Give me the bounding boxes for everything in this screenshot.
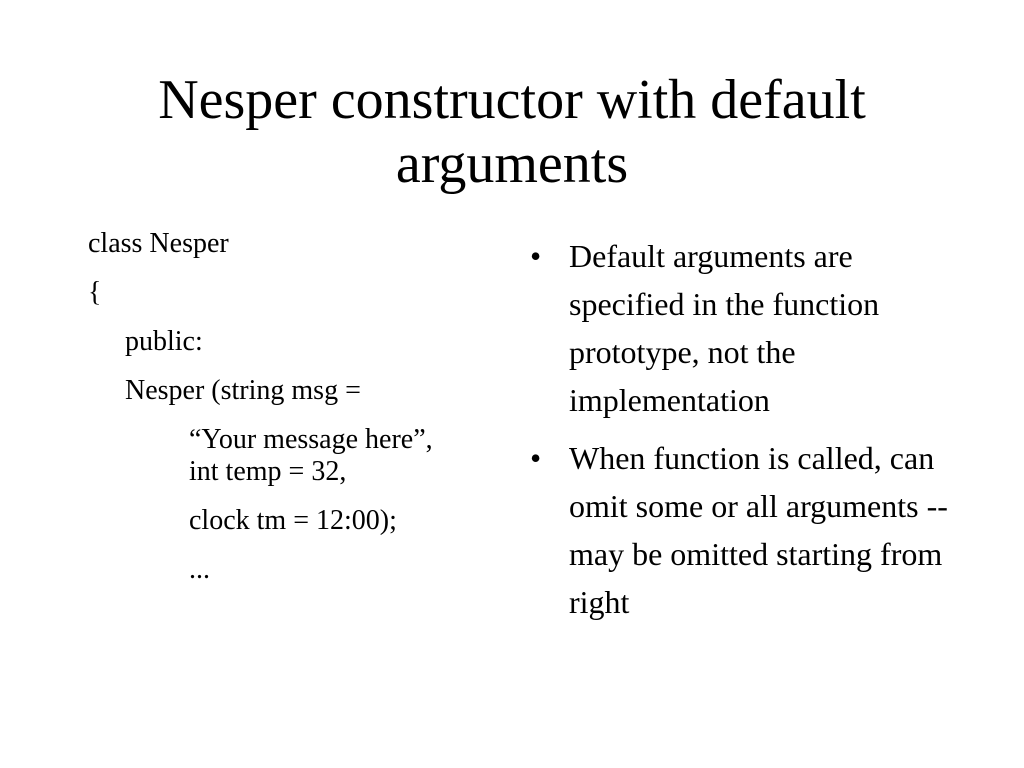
bullet-text: Default arguments are specified in the function prototype, not the implementation	[569, 238, 880, 418]
slide-title: Nesper constructor with default arguments	[158, 69, 866, 195]
bullet-item	[530, 434, 950, 626]
code-line-clock-default: clock tm = 12:00);	[189, 505, 397, 536]
code-line-open-brace: {	[88, 277, 102, 308]
bullet-text: When function is called, can omit some or all arguments -- may be omitted starting from right	[569, 440, 948, 620]
bullet-icon: •	[530, 238, 542, 274]
bullet-icon: •	[530, 440, 542, 476]
bullet-item	[530, 232, 950, 424]
code-line-temp-default: int temp = 32,	[189, 456, 347, 487]
bullet-list	[530, 232, 950, 636]
code-line-public: public:	[125, 326, 203, 357]
code-line-constructor: Nesper (string msg =	[125, 375, 361, 406]
code-block	[88, 228, 508, 586]
code-line-ellipsis: ...	[189, 554, 210, 585]
code-line-msg-default: “Your message here”,	[189, 424, 433, 455]
code-line-class: class Nesper	[88, 228, 229, 259]
